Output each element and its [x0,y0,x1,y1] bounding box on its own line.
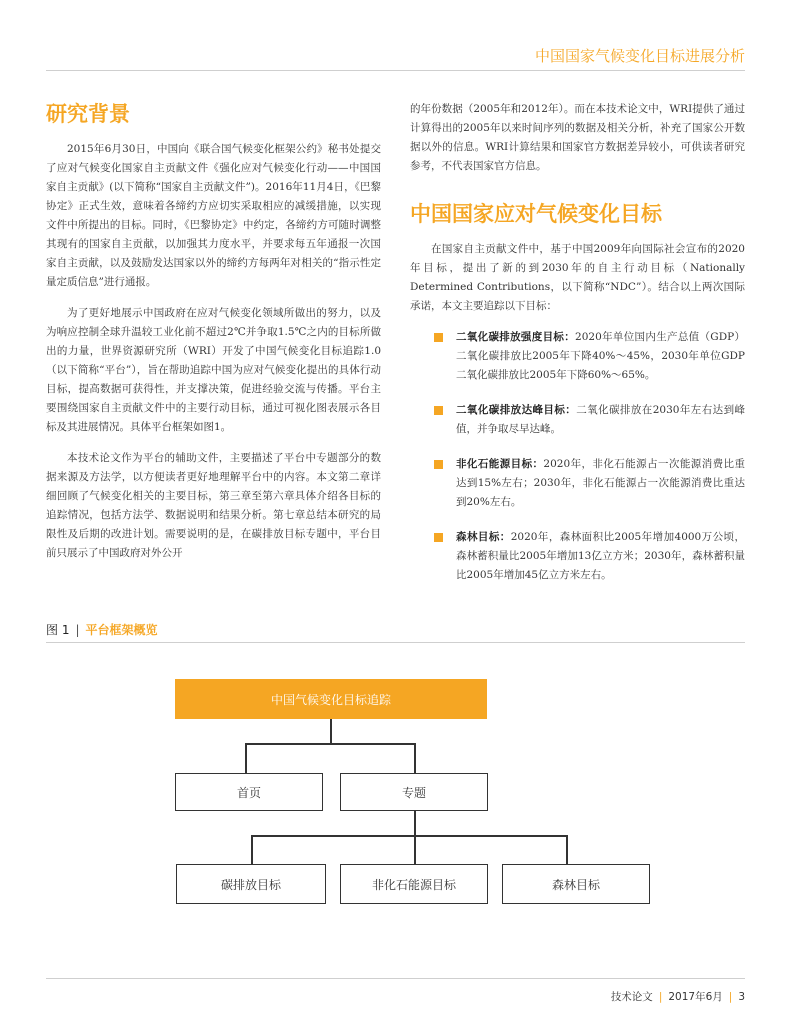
target-text: 2020年，森林面积比2005年增加4000万公顷，森林蓄积量比2005年增加13亿立方米；2030年，森林蓄积量比2005年增加45亿立方米左右。 [456,531,746,581]
page-footer [611,989,745,1004]
target-item [410,528,745,585]
connector-line [251,835,253,864]
running-header-title: 中国国家气候变化目标进展分析 [534,47,745,65]
square-bullet-icon [434,460,443,469]
target-item [410,401,745,439]
diagram-node-topics: 专题 [340,773,488,811]
footer-doc-type: 技术论文 [610,991,653,1003]
diagram-node-carbon: 碳排放目标 [176,864,326,904]
target-label: 二氧化碳排放达峰目标： [456,404,577,416]
figure-divider [46,642,745,643]
target-item [410,328,745,385]
diagram-node-nonfossil: 非化石能源目标 [340,864,488,904]
diagram-node-forest: 森林目标 [502,864,650,904]
diagram-root-node: 中国气候变化目标追踪 [175,679,487,719]
connector-line [245,743,247,774]
target-text: 2020年单位国内生产总值（GDP）二氧化碳排放比2005年下降40%～45%，2030年单位GDP二氧化碳排放比2005年下降60%～65%。 [456,331,746,381]
left-column [46,100,381,575]
connector-line [414,743,416,774]
square-bullet-icon [434,406,443,415]
figure-number: 图 1 [46,623,70,637]
page-number: 3 [738,991,745,1003]
square-bullet-icon [434,533,443,542]
targets-intro: 在国家自主贡献文件中，基于中国2009年向国际社会宣布的2020年目标，提出了新的到2030年的自主行动目标（Nationally Determined Contributions，以下简称“NDC”）。结合以上两次国际承诺，本文主要追踪以下目标： [410,243,745,312]
footer-divider [46,978,745,979]
target-label: 二氧化碳排放强度目标： [456,331,576,343]
figure-caption [46,621,158,638]
square-bullet-icon [434,333,443,342]
paragraph-2: 为了更好地展示中国政府在应对气候变化领域所做出的努力，以及为响应控制全球升温较工业化前不超过2℃并争取1.5℃之内的目标所做出的力量，世界资源研究所（WRI）开发了中国气候变化目标追踪1.0（以下简称“平台”），旨在帮助追踪中国为应对气候变化提出的具体行动目标，提高数据可获得性，并支撑决策，促进经验交流与传播。平台主要围绕国家自主贡献文件中的主要行动目标，通过可视化图表展示各目标及其进展情况。具体平台框架如图1。 [46,307,381,433]
connector-line [414,835,416,864]
diagram-node-home: 首页 [175,773,323,811]
paragraph-continued: 的年份数据（2005年和2012年）。而在本技术论文中，WRI提供了通过计算得出的2005年以来时间序列的数据及相关分析，补充了国家公开数据以外的信息。WRI计算结果和国家官方数据差异较小，可供读者研究参考，不代表国家官方信息。 [410,103,745,172]
figure-title: 平台框架概览 [85,623,158,637]
target-text: 2020年，非化石能源占一次能源消费比重达到15%左右；2030年，非化石能源占一次能源消费比重达到20%左右。 [456,458,745,508]
target-label: 森林目标： [456,531,511,543]
paragraph-3: 本技术论文作为平台的辅助文件，主要描述了平台中专题部分的数据来源及方法学，以方便读者更好地理解平台中的内容。本文第二章详细回顾了气候变化相关的主要目标，第三章至第六章具体介绍各目标的追踪情况，包括方法学、数据说明和结果分析。第七章总结本研究的局限性及后期的改进计划。需要说明的是，在碳排放目标专题中，平台目前只展示了中国政府对外公开 [46,452,381,559]
connector-line [566,835,568,864]
header-divider [46,70,745,71]
footer-separator: | [728,991,733,1003]
connector-line [414,811,416,835]
connector-line [245,743,415,745]
section-heading-background: 研究背景 [46,102,130,126]
section-heading-targets: 中国国家应对气候变化目标 [410,202,662,226]
paragraph-1: 2015年6月30日，中国向《联合国气候变化框架公约》秘书处提交了应对气候变化国家自主贡献文件《强化应对气候变化行动——中国国家自主贡献》(以下简称“国家自主贡献文件”)。2016年11月4日，《巴黎协定》正式生效，意味着各缔约方应切实采取相应的减缓措施，以实现文件中所提出的目标。同时，《巴黎协定》中约定，各缔约方可随时调整其现有的国家自主贡献，以加强其力度水平，并要求每五年通报一次国家自主贡献，以及鼓励发达国家以外的缔约方每两年对相关的“指示性定量定质信息”进行通报。 [46,143,381,288]
figure-separator: | [75,623,80,637]
connector-line [330,719,332,743]
target-item [410,455,745,512]
target-list [410,328,745,585]
footer-date: 2017年6月 [668,991,723,1003]
target-text: 二氧化碳排放在2030年左右达到峰值，并争取尽早达峰。 [456,404,746,435]
footer-separator: | [658,991,663,1003]
connector-line [251,835,567,837]
target-label: 非化石能源目标： [456,458,544,470]
right-column [410,100,745,601]
